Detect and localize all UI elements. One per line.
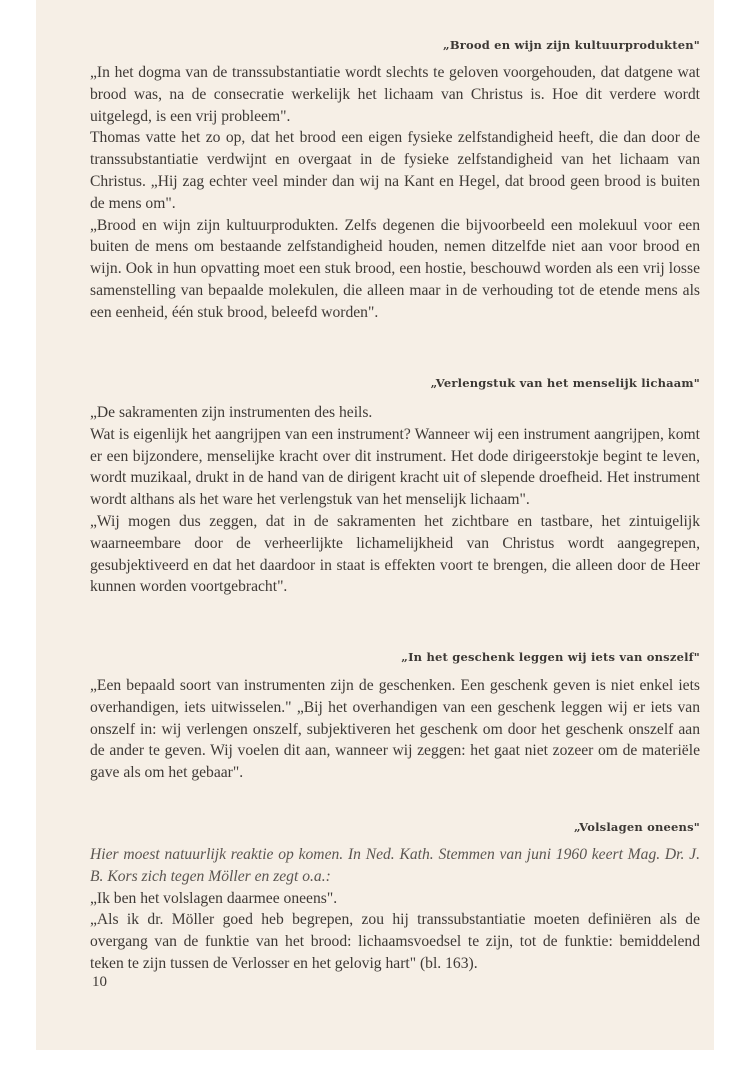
paragraph: „Brood en wijn zijn kultuurprodukten. Zelfs degenen die bijvoorbeeld een molekuul voor een buiten de mens om bestaande zelfstandigheid houden, nemen ditzelfde niet aan voor brood en wijn. Ook in hun opvatting moet een stuk brood, een hostie, beschouwd worden als een vrij losse samenstelling van bepaalde molekulen, die alleen maar in de verhouding tot de etende mens als een eenheid, één stuk brood, beleefd worden". [90,216,700,321]
paragraph: „Ik ben het volslagen daarmee oneens". [90,889,338,907]
paragraph: Thomas vatte het zo op, dat het brood een eigen fysieke zelfstandigheid heeft, die dan door de transsubstantiatie verdwijnt en overgaat in de fysieke zelfstandigheid van het lichaam van Christus. „Hij zag echter veel minder dan wij na Kant en Hegel, dat brood geen brood is buiten de mens om". [90,129,700,212]
section-heading: „Volslagen oneens" [574,820,700,834]
page-number: 10 [92,974,107,990]
page [36,0,714,1050]
paragraph: „Een bepaald soort van instrumenten zijn de geschenken. Een geschenk geven is niet enkel iets overhandigen, iets uitwisselen." „Bij het overhandigen van een geschenk leggen wij er iets van onszelf in: wij verlengen onszelf, subjektiveren het geschenk om door het geschenk onszelf aan de ander te geven. Wij voelen dit aan, wanneer wij zeggen: het gaat niet zozeer om de materiële gave als om het gebaar". [90,677,700,782]
intro-italic: Hier moest natuurlijk reaktie op komen. In Ned. Kath. Stemmen van juni 1960 keert Mag. Dr. J. B. Kors zich tegen Möller en zegt o.a.: [90,846,700,885]
paragraph: Wat is eigenlijk het aangrijpen van een instrument? Wanneer wij een instrument aangrijpen, komt er een bijzondere, menselijke kracht over dit instrument. Het dode dirigeerstokje begint te leven, wordt muzikaal, drukt in de hand van de dirigent kracht uit of slepende droefheid. Het instrument wordt althans als het ware het verlengstuk van het menselijk lichaam". [90,425,700,509]
section-heading: „In het geschenk leggen wij iets van onszelf" [401,650,700,664]
paragraph: „In het dogma van de transsubstantiatie wordt slechts te geloven voorgehouden, dat datgene wat brood was, na de consecratie werkelijk het lichaam van Christus is. Hoe dit verdere wordt uitgelegd, is een vrij probleem". [90,64,700,125]
paragraph: „De sakramenten zijn instrumenten des heils. [90,404,373,421]
paragraph: „Wij mogen dus zeggen, dat in de sakramenten het zichtbare en tastbare, het zintuigelijk waarneembare door de verheerlijkte lichamelijkheid van Christus wordt aangegrepen, gesubjektiveerd en dat het daardoor in staat is effekten voort te brengen, die alleen door de Heer kunnen worden voortgebracht". [90,512,700,596]
section-heading: „Brood en wijn zijn kultuurprodukten" [443,38,700,52]
section-volslagen-oneens [90,820,700,975]
paragraph: „Als ik dr. Möller goed heb begrepen, zou hij transsubstantiatie moeten definiëren als de overgang van de funktie van het brood: lichaamsvoedsel te zijn, tot de funktie: bemiddelend teken te zijn tussen de Verlosser en het gelovig hart" (bl. 163). [90,911,700,972]
section-heading: „Verlengstuk van het menselijk lichaam" [430,376,700,390]
section-brood-en-wijn [90,38,700,324]
section-geschenk [90,650,700,784]
section-verlengstuk [90,376,700,598]
